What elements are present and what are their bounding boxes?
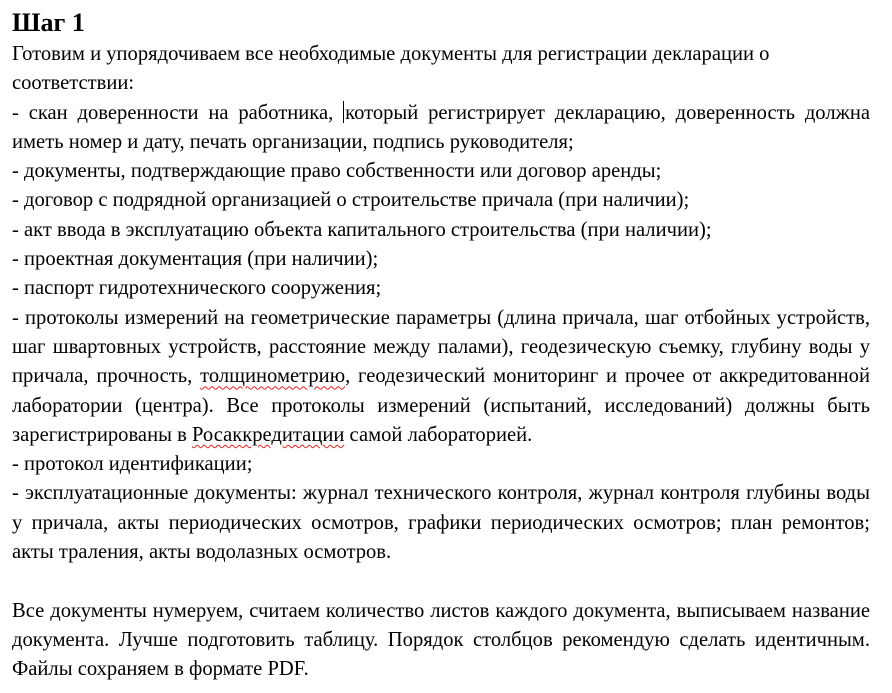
list-item-text: который регистрирует декларацию, доверенность должна иметь номер и дату, печать организации, подпись руководителя;: [12, 101, 870, 153]
list-item-contract: - договор с подрядной организацией о строительстве причала (при наличии);: [12, 189, 690, 212]
list-item-commissioning-act: - акт ввода в эксплуатацию объекта капитального строительства (при наличии);: [12, 218, 712, 241]
intro-paragraph: Готовим и упорядочиваем все необходимые документы для регистрации декларации о соответствии:: [12, 43, 770, 95]
list-item-text: - протоколы измерений на геометрические параметры (длина причала, шаг отбойных устройств, шаг швартовных устройств, расстояние между палами), геодезическую съемку, глубину воды у причала, прочность,: [12, 306, 870, 388]
text-cursor: [343, 101, 344, 123]
blank-line: [12, 567, 870, 596]
list-item-power-of-attorney: [12, 99, 870, 158]
list-item-text: самой лабораторией.: [349, 423, 533, 446]
spellcheck-word[interactable]: Росаккредитации: [191, 423, 345, 446]
closing-paragraph: Все документы нумеруем, считаем количество листов каждого документа, выписываем название документа. Лучше подготовить таблицу. Порядок столбцов рекомендую сделать идентичным. Файлы сохраняем в формате PDF.: [12, 599, 870, 681]
list-item-operational-docs: - эксплуатационные документы: журнал технического контроля, журнал контроля глубины воды у причала, акты периодических осмотров, графики периодических осмотров; план ремонтов; акты траления, акты водолазных осмотров.: [12, 482, 870, 564]
list-item-design-docs: - проектная документация (при наличии);: [12, 248, 379, 271]
document-body[interactable]: [12, 6, 870, 685]
step-heading: Шаг 1: [12, 8, 85, 37]
list-item-measurement-protocols: [12, 304, 870, 450]
list-item-passport: - паспорт гидротехнического сооружения;: [12, 277, 382, 300]
list-item-text: - скан доверенности на работника,: [12, 101, 334, 124]
spellcheck-word[interactable]: толщинометрию: [200, 365, 346, 388]
list-item-identification: - протокол идентификации;: [12, 453, 253, 476]
list-item-text: , геодезический мониторинг и прочее от аккредитованной лаборатории (центра). Все протоколы измерений (испытаний, исследований) должны быть зарегистрированы в: [12, 365, 870, 446]
list-item-ownership: - документы, подтверждающие право собственности или договор аренды;: [12, 160, 662, 183]
